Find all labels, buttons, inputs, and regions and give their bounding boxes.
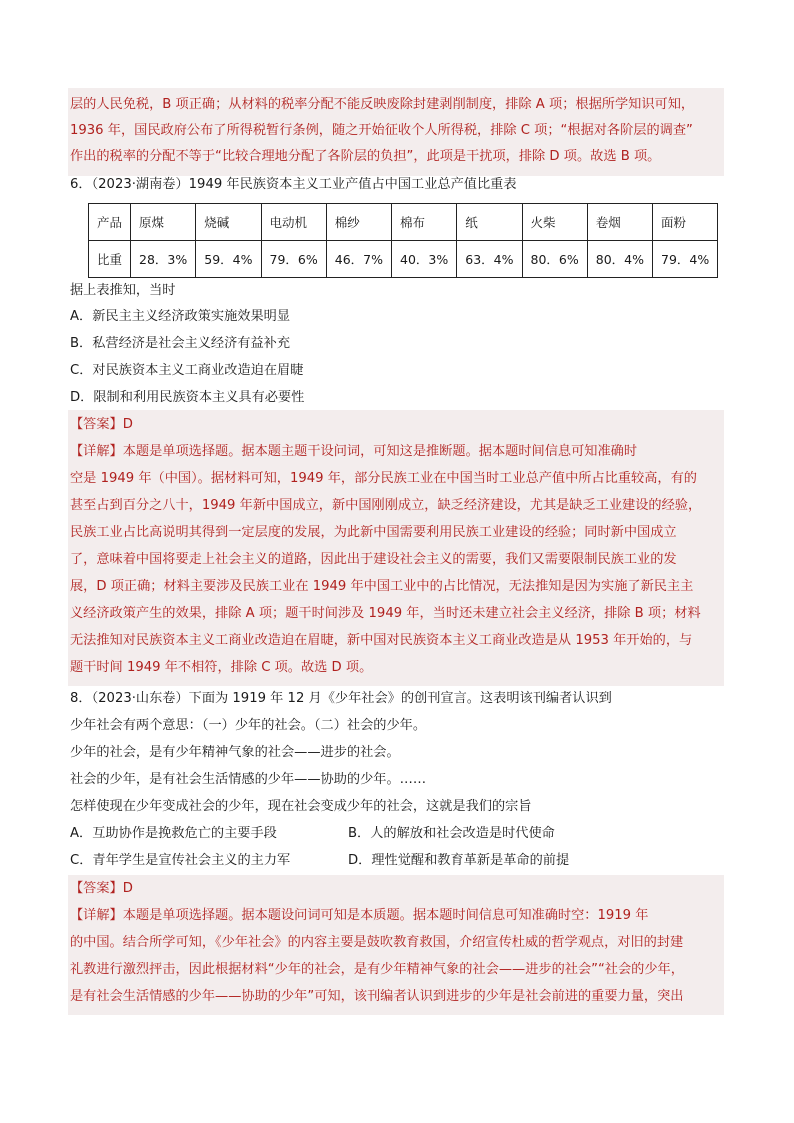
q8-detail-line: 礼教进行激烈抨击，因此根据材料“少年的社会，是有少年精神气象的社会——进步的社会”“社会的少年， xyxy=(70,962,684,977)
table-header-cell: 产品 xyxy=(89,204,131,241)
q6-detail-line: 民族工业占比高说明其得到一定层度的发展，为此新中国需要利用民族工业建设的经验；同时新中国成立 xyxy=(70,525,677,540)
q8-detail-line: 的中国。结合所学可知，《少年社会》的内容主要是鼓吹教育救国，介绍宣传杜威的哲学观点，对旧的封建 xyxy=(70,935,684,950)
q6-detail-line: 义经济政策产生的效果，排除 A 项；题干时间涉及 1949 年，当时还未建立社会主义经济，排除 B 项；材料 xyxy=(70,606,701,621)
q6-detail-line: 空是 1949 年（中国）。据材料可知，1949 年，部分民族工业在中国当时工业总产值中所占比重较高，有的 xyxy=(70,471,697,486)
q8-material-line: 怎样使现在少年变成社会的少年，现在社会变成少年的社会，这就是我们的宗旨 xyxy=(70,799,532,814)
table-cell: 面粉 xyxy=(653,204,718,241)
q6-answer xyxy=(70,416,133,434)
prev-explanation-line: 作出的税率的分配不等于“比较合理地分配了各阶层的负担”，此项是干扰项，排除 D 项。故选 B 项。 xyxy=(70,149,661,164)
q8-option-c: C．青年学生是宣传社会主义的主力军 xyxy=(70,853,291,868)
table-cell: 79．4% xyxy=(653,241,718,278)
table-cell: 28．3% xyxy=(131,241,196,278)
table-row xyxy=(89,241,718,278)
table-cell: 火柴 xyxy=(522,204,587,241)
table-cell: 棉布 xyxy=(392,204,457,241)
table-cell: 79．6% xyxy=(261,241,326,278)
table-cell: 卷烟 xyxy=(587,204,652,241)
table-cell: 原煤 xyxy=(131,204,196,241)
answer-value: D xyxy=(122,881,133,896)
table-cell: 40．3% xyxy=(392,241,457,278)
q8-option-a: A．互助协作是挽救危亡的主要手段 xyxy=(70,826,277,841)
q8-detail-line: 是有社会生活情感的少年——协助的少年”可知，该刊编者认识到进步的少年是社会前进的重要力量，突出 xyxy=(70,989,684,1004)
q6-detail-line: 题干时间 1949 年不相符，排除 C 项。故选 D 项。 xyxy=(70,660,373,675)
q8-option-b: B．人的解放和社会改造是时代使命 xyxy=(348,826,555,841)
table-cell: 63．4% xyxy=(457,241,522,278)
q6-option-c: C．对民族资本主义工商业改造迫在眉睫 xyxy=(70,363,304,378)
answer-tag: 【答案】 xyxy=(70,881,123,896)
q8-detail-line: 【详解】本题是单项选择题。据本题设问词可知是本质题。据本题时间信息可知准确时空：1919 年 xyxy=(70,908,649,923)
table-header-cell: 比重 xyxy=(89,241,131,278)
table-cell: 80．4% xyxy=(587,241,652,278)
q8-material-line: 少年的社会，是有少年精神气象的社会——进步的社会。 xyxy=(70,745,400,760)
q8-stem: 8．（2023·山东卷）下面为 1919 年 12 月《少年社会》的创刊宣言。这表明该刊编者认识到 xyxy=(70,691,612,706)
q6-detail-line: 展，D 项正确；材料主要涉及民族工业在 1949 年中国工业中的占比情况，无法推知是因为实施了新民主主 xyxy=(70,579,694,594)
q6-prompt: 据上表推知，当时 xyxy=(70,283,176,298)
detail-tag: 【详解】 xyxy=(70,908,123,923)
answer-tag: 【答案】 xyxy=(70,417,123,432)
table-cell: 棉纱 xyxy=(326,204,391,241)
q8-option-d: D．理性觉醒和教育革新是革命的前提 xyxy=(348,853,570,868)
q6-detail-line: 甚至占到百分之八十，1949 年新中国成立，新中国刚刚成立，缺乏经济建设，尤其是缺乏工业建设的经验， xyxy=(70,498,702,513)
q6-option-d: D．限制和利用民族资本主义具有必要性 xyxy=(70,390,305,405)
q6-option-a: A．新民主主义经济政策实施效果明显 xyxy=(70,309,291,324)
q8-material-line: 社会的少年，是有社会生活情感的少年——协助的少年。…… xyxy=(70,772,427,787)
q6-option-b: B．私营经济是社会主义经济有益补充 xyxy=(70,336,291,351)
prev-explanation-line: 1936 年，国民政府公布了所得税暂行条例，随之开始征收个人所得税，排除 C 项；“根据对各阶层的调查” xyxy=(70,123,693,138)
table-cell: 烧碱 xyxy=(196,204,261,241)
answer-value: D xyxy=(122,417,133,432)
q6-detail-line: 了，意味着中国将要走上社会主义的道路，因此出于建设社会主义的需要，我们又需要限制民族工业的发 xyxy=(70,552,677,567)
q6-table xyxy=(88,203,718,278)
detail-tag: 【详解】 xyxy=(70,444,123,459)
table-row xyxy=(89,204,718,241)
q6-stem: 6．（2023·湖南卷）1949 年民族资本主义工业产值占中国工业总产值比重表 xyxy=(70,177,517,192)
table-cell: 46．7% xyxy=(326,241,391,278)
q6-detail-line: 【详解】本题是单项选择题。据本题主题干设问词，可知这是推断题。据本题时间信息可知准确时 xyxy=(70,444,638,459)
q8-material-line: 少年社会有两个意思：（一）少年的社会。（二）社会的少年。 xyxy=(70,718,427,733)
prev-explanation-line: 层的人民免税，B 项正确；从材料的税率分配不能反映废除封建剥削制度，排除 A 项；根据所学知识可知， xyxy=(70,97,695,112)
table-cell: 80．6% xyxy=(522,241,587,278)
table-cell: 纸 xyxy=(457,204,522,241)
table-cell: 电动机 xyxy=(261,204,326,241)
q6-detail-line: 无法推知对民族资本主义工商业改造迫在眉睫，新中国对民族资本主义工商业改造是从 1953 年开始的，与 xyxy=(70,633,693,648)
table-cell: 59．4% xyxy=(196,241,261,278)
q8-answer xyxy=(70,880,133,898)
